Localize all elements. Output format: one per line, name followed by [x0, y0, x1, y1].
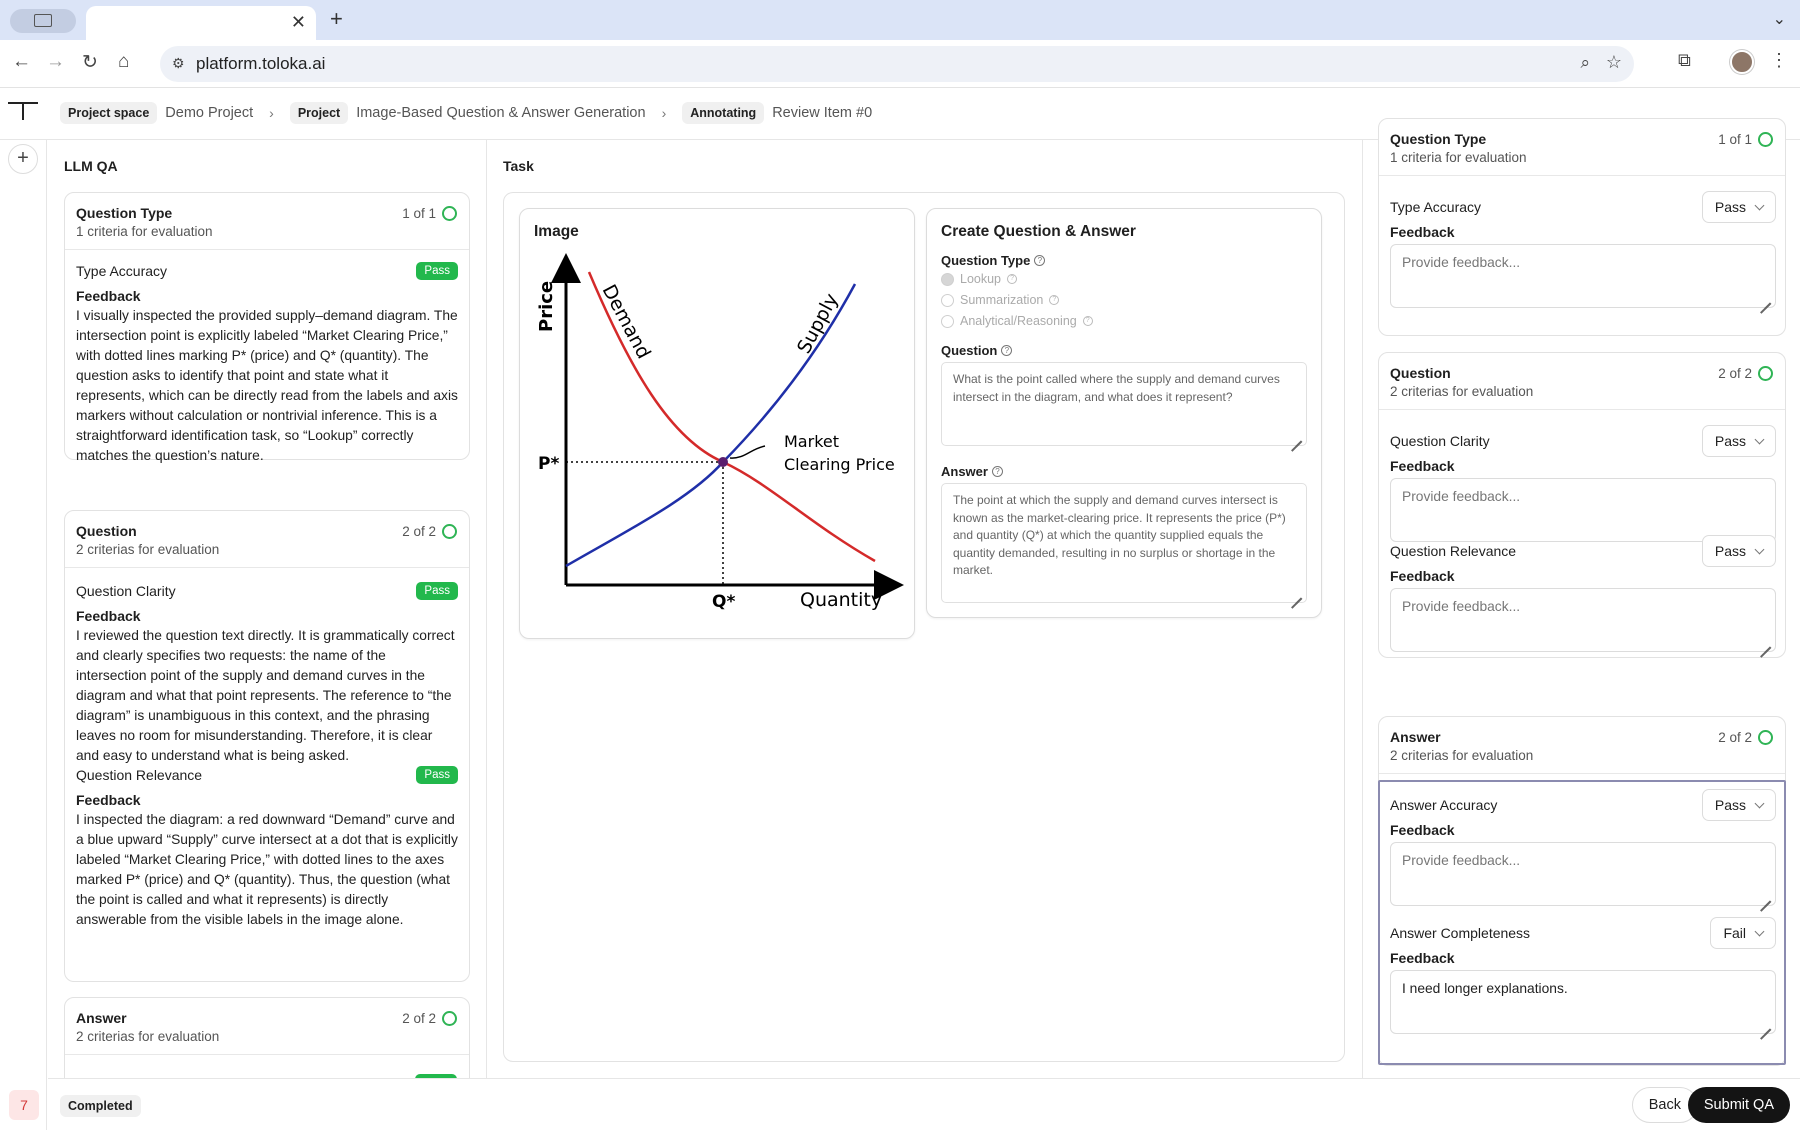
task-panel [488, 140, 1363, 1078]
status-circle-icon [1758, 366, 1773, 381]
status-circle-icon [442, 206, 457, 221]
select-value: Pass [1714, 543, 1746, 559]
create-qa-card [926, 208, 1322, 618]
question-label-text: Question [941, 343, 998, 358]
feedback-placeholder: Provide feedback... [1402, 255, 1521, 270]
criterion-question-clarity [1390, 424, 1776, 542]
status-circle-icon [442, 1011, 457, 1026]
criterion-name: Type Accuracy [76, 263, 168, 279]
criterion-type-accuracy [1390, 190, 1776, 308]
back-arrow-icon[interactable]: ← [12, 51, 31, 72]
criterion-question-clarity [65, 568, 469, 766]
profile-avatar[interactable] [1730, 50, 1754, 74]
card-subtitle: 2 criterias for evaluation [76, 1029, 220, 1044]
count-text: 2 of 2 [402, 1011, 436, 1026]
equilibrium-point [718, 457, 728, 467]
radio-lookup[interactable] [941, 272, 1017, 286]
breadcrumb-separator-icon: › [269, 105, 274, 121]
footer-bar [48, 1078, 1800, 1130]
address-bar[interactable] [160, 46, 1634, 82]
answer-label-text: Answer [941, 464, 988, 479]
feedback-textarea[interactable] [1390, 478, 1776, 542]
card-subtitle: 2 criterias for evaluation [76, 542, 220, 557]
select-value: Pass [1714, 797, 1746, 813]
status-circle-icon [1758, 730, 1773, 745]
select-value: Pass [1714, 199, 1746, 215]
card-header [1379, 717, 1785, 774]
pass-badge: Pass [416, 582, 458, 600]
rating-select[interactable] [1702, 191, 1776, 223]
close-tab-icon[interactable]: ✕ [290, 12, 306, 32]
back-button[interactable]: Back [1632, 1087, 1698, 1123]
zoom-icon[interactable]: ⌕ [1580, 53, 1590, 72]
chevron-down-icon [1755, 434, 1765, 444]
card-header [65, 998, 469, 1055]
criterion-name: Type Accuracy [1390, 199, 1482, 215]
breadcrumb-link-demo-project[interactable]: Demo Project [165, 105, 254, 121]
help-icon[interactable]: ? [1083, 316, 1093, 326]
help-icon[interactable]: ? [1034, 255, 1045, 266]
right-card-question-type [1378, 118, 1786, 336]
select-value: Fail [1723, 925, 1746, 941]
feedback-text: I inspected the diagram: a red downward “Demand” curve and a blue upward “Supply” curve intersect at a dot that is explicitly labeled “Market Clearing Price,” with dotted lines to the axes marked P* (price) and Q* (quantity). Thus, the question (what the point is called and what it represents) is directly answerable from the visible labels in the image alone. [76, 812, 458, 927]
left-card-question-type [64, 192, 470, 463]
card-title: Answer [1390, 729, 1441, 745]
card-count [1718, 730, 1773, 745]
question-type-label [941, 253, 1045, 268]
task-container [503, 192, 1345, 1062]
chevron-down-icon[interactable]: ⌄ [1772, 11, 1786, 28]
new-tab-icon[interactable]: + [330, 6, 343, 31]
reload-icon[interactable]: ↻ [82, 52, 98, 73]
panel-title: LLM QA [64, 158, 118, 174]
browser-menu-icon[interactable]: ⋮ [1770, 50, 1788, 70]
question-textarea[interactable] [941, 362, 1307, 446]
image-label: Image [534, 223, 579, 240]
resize-handle-icon[interactable] [1289, 428, 1303, 442]
card-header [1379, 353, 1785, 410]
criterion-name: Answer Accuracy [1390, 797, 1498, 813]
forward-arrow-icon[interactable]: → [46, 51, 65, 72]
browser-tab-active[interactable] [86, 6, 316, 40]
card-title: Question Type [1390, 131, 1487, 147]
question-field-label [941, 343, 1012, 358]
answer-textarea[interactable] [941, 483, 1307, 603]
home-icon[interactable]: ⌂ [118, 51, 130, 72]
answer-field-label [941, 464, 1003, 479]
create-qa-title: Create Question & Answer [941, 223, 1136, 240]
task-title: Task [503, 158, 534, 174]
card-title: Question [1390, 365, 1451, 381]
breadcrumb [60, 102, 878, 124]
task-count-badge[interactable]: 7 [9, 1090, 39, 1120]
card-title: Question [76, 523, 137, 539]
question-type-label-text: Question Type [941, 253, 1031, 268]
feedback-label: Feedback [1390, 950, 1455, 966]
feedback-label: Feedback [1390, 458, 1455, 474]
y-axis-label: Price [536, 280, 557, 332]
p-star-label: P* [538, 454, 560, 474]
supply-demand-diagram [520, 209, 916, 640]
card-subtitle: 2 criterias for evaluation [1390, 748, 1534, 763]
card-count [402, 1011, 457, 1026]
card-count [1718, 132, 1773, 147]
select-value: Pass [1714, 433, 1746, 449]
feedback-label: Feedback [76, 792, 141, 808]
bookmark-star-icon[interactable]: ☆ [1605, 52, 1622, 72]
feedback-label: Feedback [1390, 224, 1455, 240]
resize-handle-icon[interactable] [1289, 585, 1303, 599]
feedback-textarea[interactable] [1390, 244, 1776, 308]
count-text: 1 of 1 [402, 206, 436, 221]
feedback-label: Feedback [1390, 822, 1455, 838]
criterion-name: Question Relevance [76, 767, 203, 783]
breadcrumb-chip-project-space: Project space [60, 102, 157, 124]
card-subtitle: 1 criteria for evaluation [76, 224, 213, 239]
breadcrumb-chip-project: Project [290, 102, 348, 124]
feedback-text: I reviewed the question text directly. It is grammatically correct and clearly specifies two requests: the name of the intersection point of the supply and demand curves in the diagram and what that point represents. The reference to “the diagram” is unambiguous in this context, and the phrasing leaves no room for misunderstanding. Therefore, it is clear and easy to understand what is being asked. [76, 628, 455, 763]
radio-dot [941, 294, 954, 307]
feedback-placeholder: Provide feedback... [1402, 599, 1521, 614]
demand-label: Demand [597, 281, 655, 363]
help-icon[interactable]: ? [1007, 274, 1017, 284]
toloka-logo-icon[interactable] [8, 102, 38, 122]
chevron-down-icon [1755, 200, 1765, 210]
card-count [402, 524, 457, 539]
extensions-icon[interactable]: ⧉ [1678, 50, 1691, 70]
x-axis-label: Quantity [800, 589, 883, 611]
radio-analytical-reasoning[interactable] [941, 314, 1093, 328]
radio-label: Analytical/Reasoning [960, 314, 1077, 328]
card-subtitle: 1 criteria for evaluation [1390, 150, 1527, 165]
feedback-placeholder: Provide feedback... [1402, 853, 1521, 868]
right-card-question [1378, 352, 1786, 658]
count-text: 2 of 2 [1718, 730, 1752, 745]
count-text: 2 of 2 [1718, 366, 1752, 381]
breadcrumb-link-project[interactable]: Image-Based Question & Answer Generation [356, 105, 646, 121]
criterion-question-relevance [65, 760, 469, 930]
tab-group-icon [34, 14, 52, 27]
radio-label: Lookup [960, 272, 1002, 286]
feedback-text: I visually inspected the provided supply–demand diagram. The intersection point is explicitly labeled “Market Clearing Price,” with dotted lines marking P* (price) and Q* (quantity). The question asks to identify that point and state what it represents, which can be directly read from the labels and axis markers without calculation or nontrivial inference. This is a straightforward identification task, so “Lookup” correctly matches the question’s nature. [76, 308, 458, 463]
feedback-label: Feedback [76, 288, 141, 304]
rating-select[interactable] [1702, 535, 1776, 567]
feedback-textarea[interactable] [1390, 588, 1776, 652]
q-star-label: Q* [712, 592, 736, 612]
resize-handle-icon[interactable] [1758, 634, 1772, 648]
feedback-value: I need longer explanations. [1402, 981, 1568, 996]
feedback-label: Feedback [1390, 568, 1455, 584]
card-title: Answer [76, 1010, 127, 1026]
supply-label: Supply [792, 289, 843, 358]
feedback-label: Feedback [76, 608, 141, 624]
tab-search-button[interactable] [10, 9, 76, 33]
pass-badge: Pass [416, 766, 458, 784]
criterion-question-relevance [1390, 534, 1776, 652]
pass-badge: Pass [416, 262, 458, 280]
criterion-name: Question Clarity [76, 583, 176, 599]
card-header [65, 511, 469, 568]
status-badge: Completed [60, 1095, 141, 1117]
help-icon[interactable]: ? [1001, 345, 1012, 356]
radio-dot [941, 273, 954, 286]
card-header [65, 193, 469, 250]
submit-qa-button[interactable]: Submit QA [1688, 1087, 1790, 1123]
card-count [402, 206, 457, 221]
card-header [1379, 119, 1785, 176]
rating-select[interactable] [1702, 425, 1776, 457]
annotation-line-2: Clearing Price [784, 455, 895, 474]
side-rail [0, 140, 47, 1130]
focused-section-outline [1378, 780, 1786, 1065]
breadcrumb-current-item: Review Item #0 [772, 105, 873, 121]
url-text: platform.toloka.ai [196, 54, 326, 73]
radio-label: Summarization [960, 293, 1044, 307]
count-text: 2 of 2 [402, 524, 436, 539]
radio-summarization[interactable] [941, 293, 1059, 307]
criterion-type-accuracy [65, 250, 469, 466]
feedback-placeholder: Provide feedback... [1402, 489, 1521, 504]
criterion-name: Question Relevance [1390, 543, 1517, 559]
status-circle-icon [1758, 132, 1773, 147]
annotation-line-1: Market [784, 432, 839, 451]
resize-handle-icon[interactable] [1758, 290, 1772, 304]
help-icon[interactable]: ? [992, 466, 1003, 477]
site-settings-icon[interactable]: ⚙ [172, 55, 185, 71]
criterion-name: Question Clarity [1390, 433, 1490, 449]
left-card-question [64, 510, 470, 982]
browser-toolbar [0, 40, 1800, 88]
count-text: 1 of 1 [1718, 132, 1752, 147]
status-circle-icon [442, 524, 457, 539]
card-subtitle: 2 criterias for evaluation [1390, 384, 1534, 399]
card-title: Question Type [76, 205, 173, 221]
image-card [519, 208, 915, 639]
radio-dot [941, 315, 954, 328]
breadcrumb-chip-annotating: Annotating [682, 102, 764, 124]
question-text: What is the point called where the supply and demand curves intersect in the diagram, and what does it represent? [953, 372, 1280, 404]
card-count [1718, 366, 1773, 381]
criterion-name: Answer Completeness [1390, 925, 1531, 941]
help-icon[interactable]: ? [1049, 295, 1059, 305]
answer-text: The point at which the supply and demand curves intersect is known as the market-clearing price. It represents the price (P*) and quantity (Q*) at which the quantity supplied equals the quantity demanded, resulting in no surplus or shortage in the market. [953, 493, 1286, 577]
review-panel [1364, 131, 1800, 1078]
chevron-down-icon [1755, 544, 1765, 554]
llm-qa-panel [48, 140, 487, 1078]
add-icon[interactable]: + [8, 144, 38, 174]
browser-tabstrip [0, 0, 1800, 40]
breadcrumb-separator-icon: › [661, 105, 667, 121]
